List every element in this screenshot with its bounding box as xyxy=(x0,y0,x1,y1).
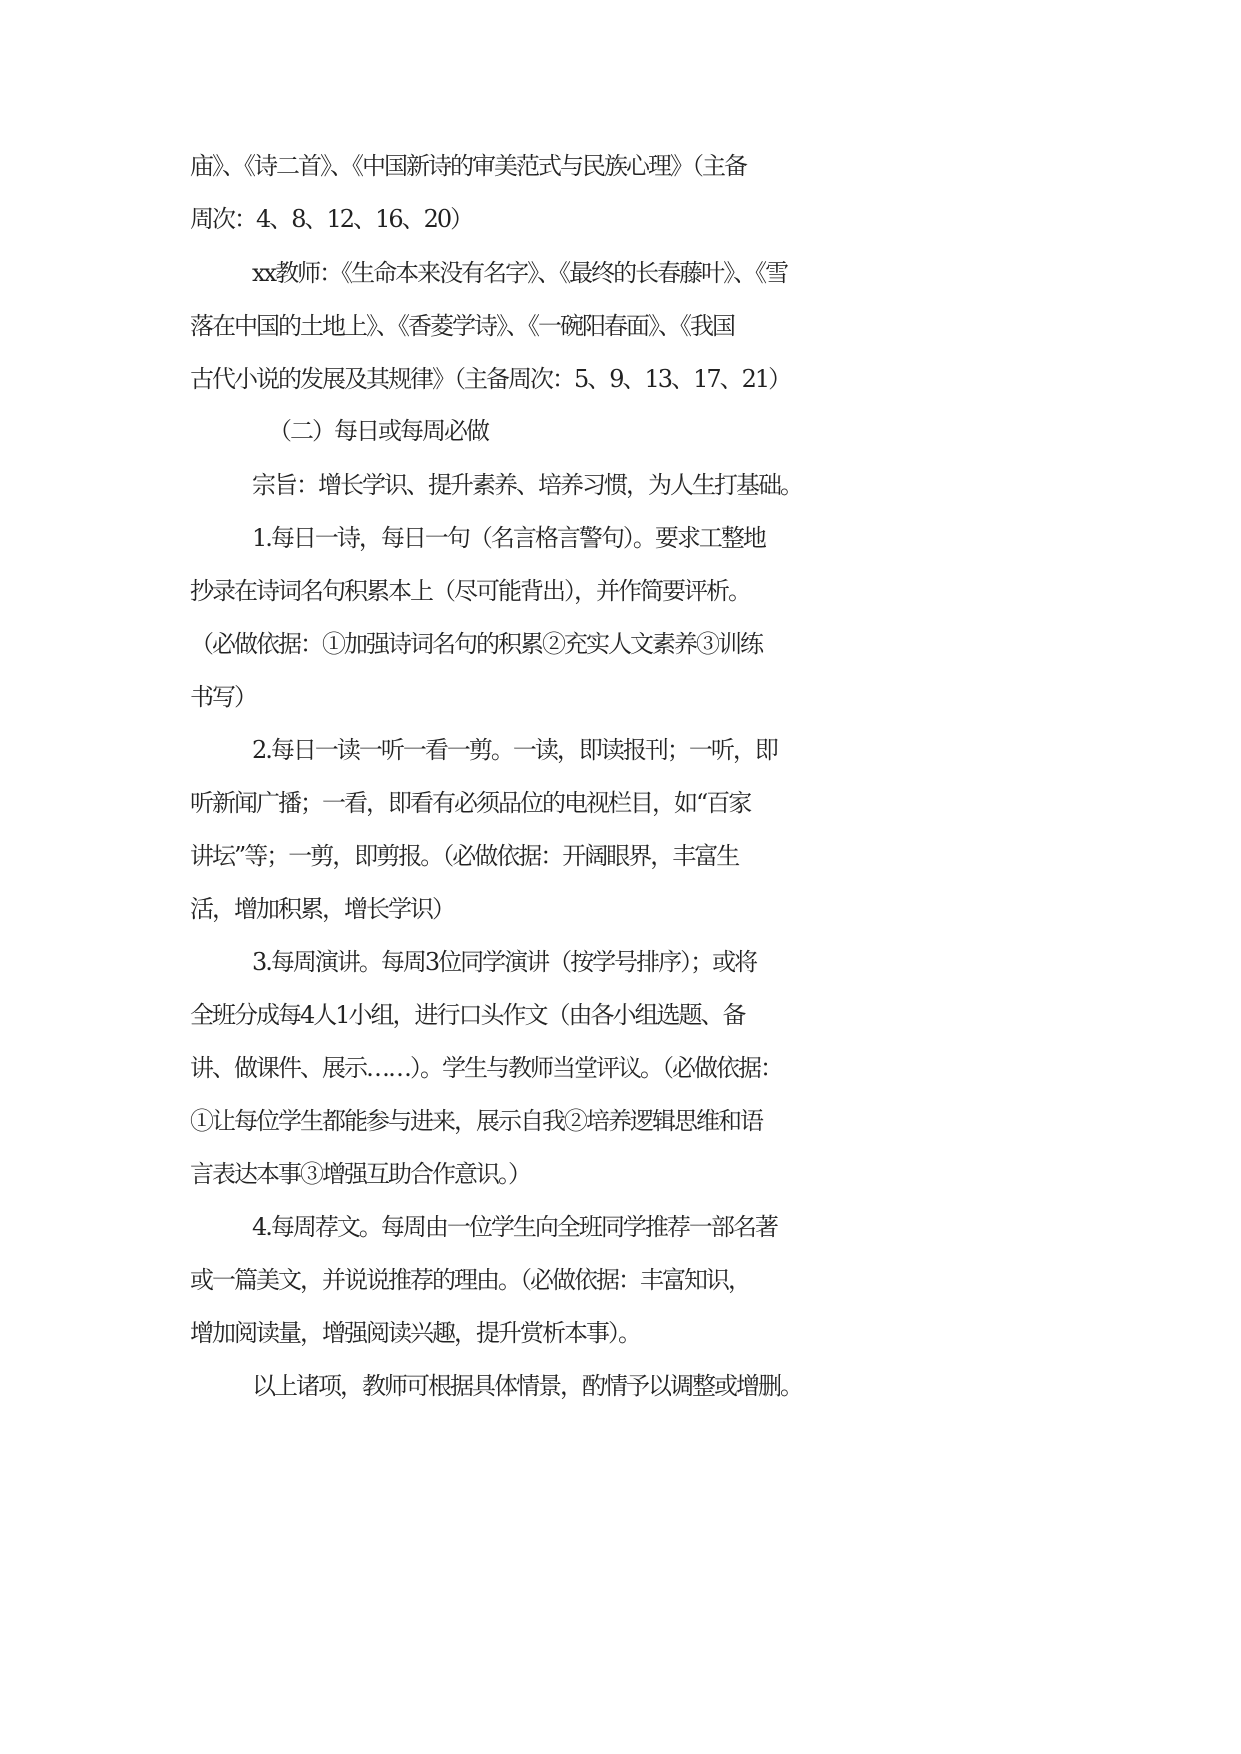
text-line: 2.每日一读一听一看一剪。一读，即读报刊；一听，即 xyxy=(252,736,777,764)
text-line: 听新闻广播；一看，即看有必须品位的电视栏目，如“百家 xyxy=(190,789,751,817)
text-line: 全班分成每4人1小组，进行口头作文（由各小组选题、备 xyxy=(190,1001,745,1029)
text-line: 言表达本事③增强互助合作意识。） xyxy=(190,1160,530,1188)
text-line: 古代小说的发展及其规律》（主备周次：5、9、13、17、21） xyxy=(190,365,791,393)
text-line: 增加阅读量，增强阅读兴趣，提升赏析本事）。 xyxy=(190,1319,640,1347)
text-line: xx教师：《生命本来没有名字》、《最终的长春藤叶》、《雪 xyxy=(252,259,788,287)
text-line: 1.每日一诗，每日一句（名言格言警句）。要求工整地 xyxy=(252,524,765,552)
text-line: 讲坛”等；一剪，即剪报。（必做依据：开阔眼界，丰富生 xyxy=(190,842,739,870)
text-line: 庙》、《诗二首》、《中国新诗的审美范式与民族心理》（主备 xyxy=(190,152,746,180)
text-line: 宗旨：增长学识、提升素养、培养习惯，为人生打基础。 xyxy=(252,471,802,499)
text-line: 3.每周演讲。每周3位同学演讲（按学号排序）；或将 xyxy=(252,948,757,976)
text-line: 抄录在诗词名句积累本上（尽可能背出），并作简要评析。 xyxy=(190,577,750,605)
text-line: 4.每周荐文。每周由一位学生向全班同学推荐一部名著 xyxy=(252,1213,777,1241)
text-line: ①让每位学生都能参与进来，展示自我②培养逻辑思维和语 xyxy=(190,1107,762,1135)
text-line: （必做依据：①加强诗词名句的积累②充实人文素养③训练 xyxy=(190,630,762,658)
text-line: 落在中国的土地上》、《香菱学诗》、《一碗阳春面》、《我国 xyxy=(190,312,734,340)
text-line: 或一篇美文，并说说推荐的理由。（必做依据：丰富知识， xyxy=(190,1266,750,1294)
section-heading: （二）每日或每周必做 xyxy=(268,417,488,445)
text-line: 活，增加积累，增长学识） xyxy=(190,895,454,923)
text-line: 书写） xyxy=(190,683,256,711)
text-line: 周次：4、8、12、16、20） xyxy=(190,205,473,233)
text-line: 讲、做课件、展示……）。学生与教师当堂评议。（必做依据： xyxy=(190,1054,782,1082)
text-line: 以上诸项，教师可根据具体情景，酌情予以调整或增删。 xyxy=(252,1372,802,1400)
